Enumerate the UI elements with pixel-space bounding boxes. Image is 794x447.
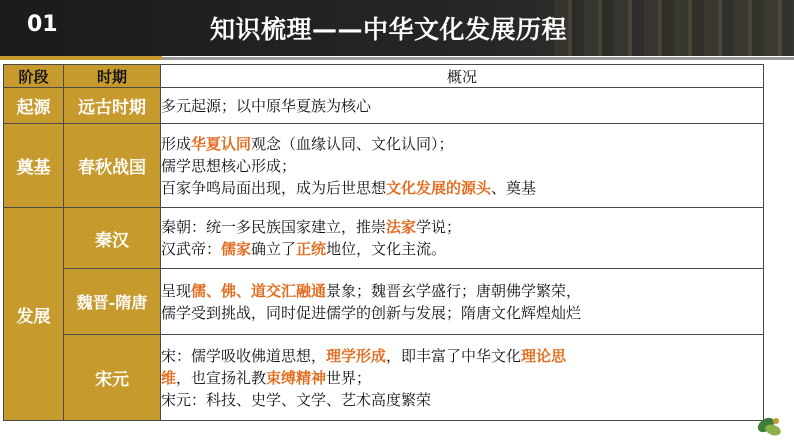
period-cell: 远古时期 [64,88,161,124]
overview-line [161,177,763,199]
overview-text: 儒学受到挑战，同时促进儒学的创新与发展；隋唐文化辉煌灿烂 [161,303,582,322]
overview-cell [161,208,764,269]
overview-text: ，即丰富了中华文化 [386,346,522,365]
table-row [4,208,764,269]
overview-line [161,95,763,117]
period-cell: 魏晋-隋唐 [64,269,161,335]
highlight-text: 文化发展的源头 [386,178,492,197]
section-number: 01 [27,12,58,37]
overview-text: 呈现 [161,281,192,300]
overview-text: 多元起源；以中原华夏族为核心 [161,96,372,115]
table-header-row [4,65,764,88]
overview-line [161,367,763,389]
highlight-text: 理学形成 [326,346,387,365]
overview-text: 学说； [416,218,462,236]
overview-cell [161,269,764,335]
header-stage: 阶段 [4,65,64,88]
highlight-text: 儒、佛、道交汇融通 [191,281,327,300]
highlight-text: 法家 [386,218,417,236]
overview-line [161,238,763,260]
overview-line [161,302,763,324]
table-row [4,88,764,124]
highlight-text: 华夏认同 [191,134,252,153]
history-table [3,64,764,421]
overview-line [161,216,763,238]
overview-text: 世界； [326,368,372,387]
stage-cell: 起源 [4,88,64,124]
stage-cell: 奠基 [4,124,64,208]
period-cell: 宋元 [64,335,161,421]
overview-text: 儒学思想核心形成； [161,156,297,175]
slide-title: 知识梳理——中华文化发展历程 [210,15,568,44]
overview-text: 观念（血缘认同、文化认同）； [251,134,454,153]
overview-text: 景象；魏晋玄学盛行；唐朝佛学繁荣， [326,281,582,300]
stage-cell: 发展 [4,208,64,421]
period-cell: 春秋战国 [64,124,161,208]
table-row [4,335,764,421]
header-period: 时期 [64,65,161,88]
highlight-text: 理论思 [521,346,567,365]
overview-cell [161,335,764,421]
overview-text: 确立了 [251,240,297,258]
highlight-text: 束缚精神 [266,368,327,387]
highlight-text: 维 [161,368,177,387]
gold-divider [0,56,162,60]
overview-text: 宋元：科技、史学、文学、艺术高度繁荣 [161,390,432,409]
overview-line [161,155,763,177]
overview-text: 地位，文化主流。 [326,240,447,258]
overview-line [161,133,763,155]
highlight-text: 正统 [296,240,327,258]
overview-cell [161,88,764,124]
leaf-icon [754,411,784,441]
overview-text: ，也宣扬礼教 [176,368,267,387]
table-row [4,269,764,335]
overview-cell [161,124,764,208]
gray-divider [162,57,794,60]
overview-text: 宋：儒学吸收佛道思想， [161,346,327,365]
overview-text: 秦朝：统一多民族国家建立，推崇 [161,218,387,236]
overview-line [161,345,763,367]
overview-text: 、奠基 [491,178,537,197]
overview-text: 百家争鸣局面出现，成为后世思想 [161,178,387,197]
overview-text: 形成 [161,134,192,153]
table-row [4,124,764,208]
overview-line [161,389,763,411]
highlight-text: 儒家 [221,240,252,258]
header-decoration [554,0,794,56]
title-bar [0,0,794,56]
overview-text: 汉武帝： [161,240,222,258]
period-cell: 秦汉 [64,208,161,269]
header-overview: 概况 [161,65,764,88]
overview-line [161,280,763,302]
